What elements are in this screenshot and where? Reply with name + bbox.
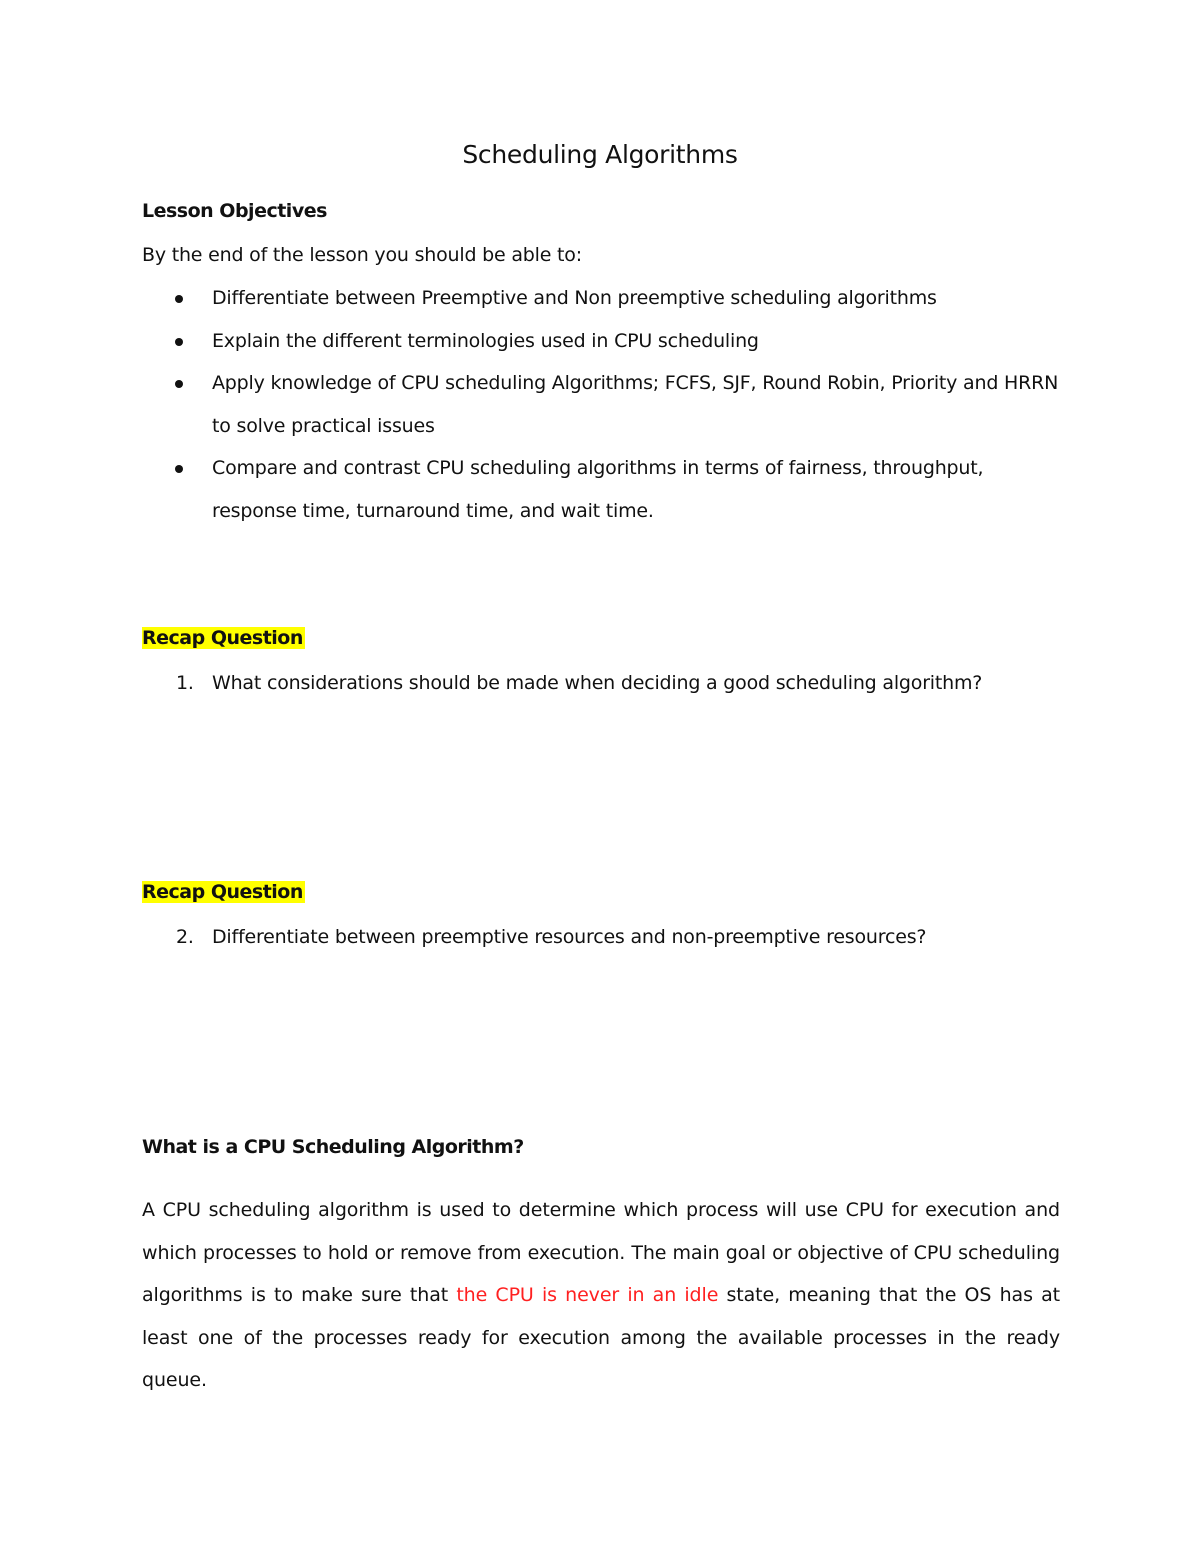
emphasized-text: the CPU is never in an idle (456, 1284, 719, 1306)
objectives-intro: By the end of the lesson you should be able to: (142, 244, 582, 266)
objective-text: Explain the different terminologies used in CPU scheduling (212, 329, 759, 352)
recap-list-1 (0, 662, 1062, 705)
recap-heading-1-text: Recap Question (142, 627, 303, 649)
recap-heading-2 (142, 881, 305, 903)
list-item (0, 320, 1062, 363)
bullet-icon (175, 295, 183, 303)
document-title: Scheduling Algorithms (462, 140, 738, 169)
recap-heading-1 (142, 627, 305, 649)
list-item (0, 662, 1062, 705)
list-item (0, 362, 1062, 447)
objectives-heading: Lesson Objectives (142, 200, 327, 222)
list-item (0, 447, 1062, 532)
bullet-icon (175, 338, 183, 346)
question-text: What considerations should be made when deciding a good scheduling algorithm? (212, 672, 983, 694)
bullet-icon (175, 465, 183, 473)
question-number: 1. (176, 672, 194, 694)
paragraph-text-start: A CPU scheduling algorithm is used to determine which process will use CPU for execution and which processes to hold or remove from execution. The main goal or objective of CPU scheduling algorithms is to make sure that (142, 1199, 1060, 1306)
objectives-list (0, 277, 1062, 532)
recap-list-2 (0, 916, 1062, 959)
section-heading: What is a CPU Scheduling Algorithm? (142, 1136, 524, 1158)
section-paragraph (142, 1189, 1060, 1402)
objective-text: Differentiate between Preemptive and Non preemptive scheduling algorithms (212, 287, 937, 309)
objective-text: Compare and contrast CPU scheduling algorithms in terms of fairness, throughput, response time, turnaround time, and wait time. (212, 457, 984, 522)
list-item (0, 277, 1062, 320)
paragraph-text-end: state, meaning that the OS has at least one of the processes ready for execution among the available processes in the ready queue. (142, 1284, 1060, 1391)
bullet-icon (175, 380, 183, 388)
list-item (0, 916, 1062, 959)
question-number: 2. (176, 926, 194, 948)
objective-text: Apply knowledge of CPU scheduling Algorithms; FCFS, SJF, Round Robin, Priority and HRRN to solve practical issues (212, 372, 1059, 437)
recap-heading-2-text: Recap Question (142, 881, 303, 903)
question-text: Differentiate between preemptive resources and non-preemptive resources? (212, 926, 927, 948)
